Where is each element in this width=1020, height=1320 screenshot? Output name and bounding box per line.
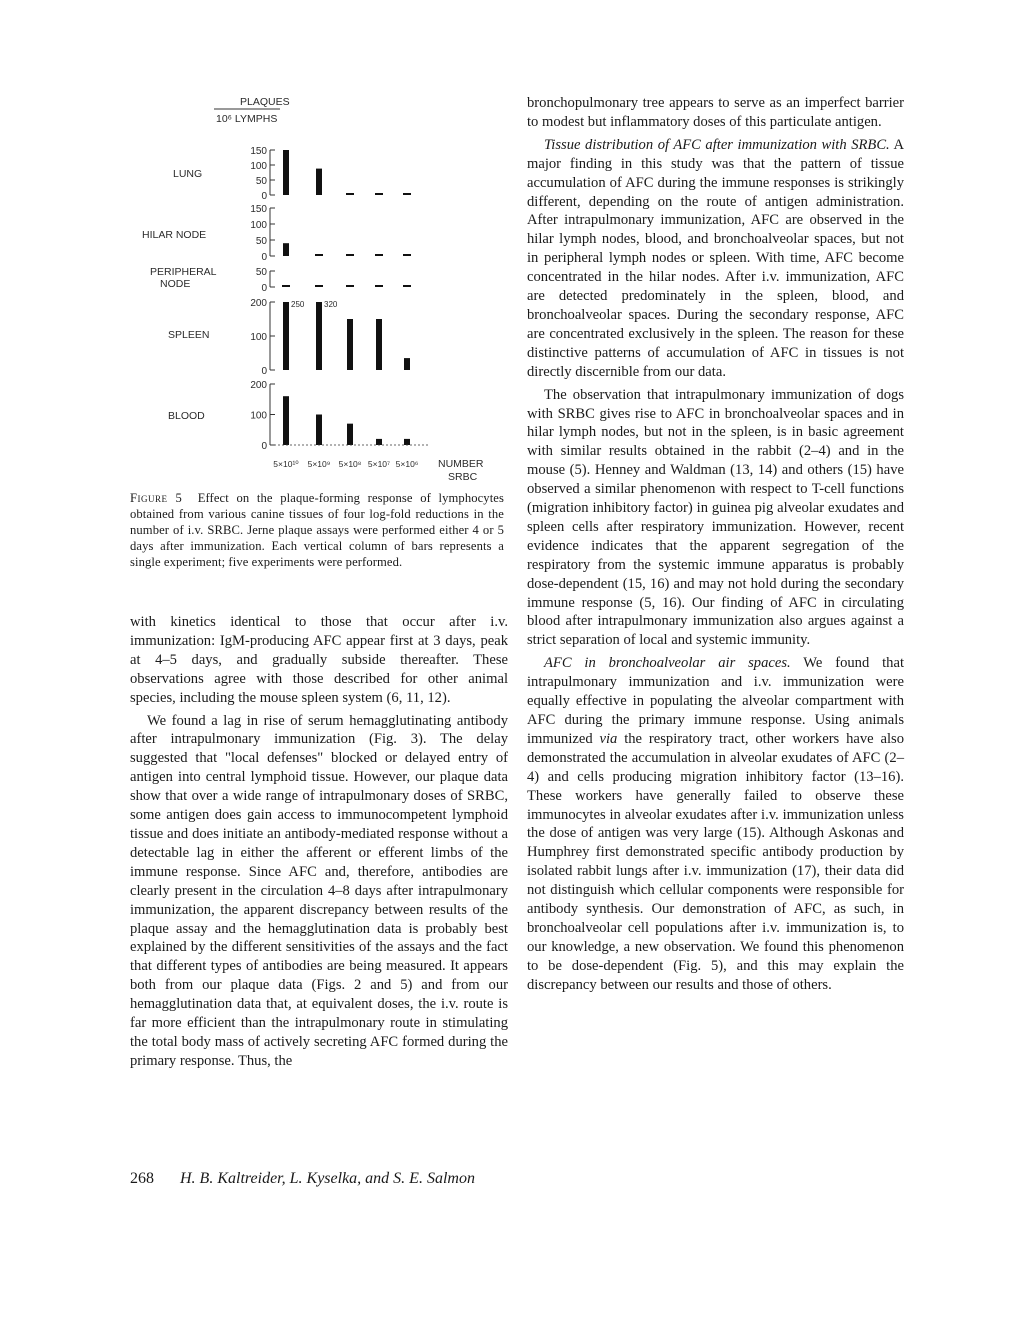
bar-blood: [376, 439, 382, 445]
bar-lung: [375, 193, 383, 195]
bar-hilar-node: [375, 254, 383, 256]
panel-label-lung: LUNG: [173, 168, 203, 180]
x-tick-label: 5×10⁸: [338, 459, 362, 469]
x-tick-labels: [273, 459, 418, 469]
bar-peripheral-node: [375, 285, 383, 287]
panel-lung: [173, 146, 411, 202]
bar-lung: [403, 193, 411, 195]
bar-hilar-node: [315, 254, 323, 256]
page-footer: [130, 1170, 475, 1188]
panel-blood: [168, 380, 410, 452]
y-tick-label-peripheral-node: 0: [261, 283, 267, 294]
bar-lung: [283, 150, 289, 195]
right-paragraph-2: [527, 136, 904, 382]
x-tick-label: 5×10⁶: [395, 459, 419, 469]
ylabel-top: PLAQUES: [240, 96, 290, 108]
panel-label-peripheral-node-2: NODE: [160, 278, 191, 290]
left-column: [130, 613, 508, 1071]
panel-hilar-node: [142, 204, 411, 263]
y-tick-label-lung: 0: [261, 191, 267, 202]
bar-lung: [316, 169, 322, 195]
bar-peripheral-node: [315, 285, 323, 287]
figure-5: [130, 88, 510, 488]
right-paragraph-2-text: A major finding in this study was that the pattern of tissue accumulation of AFC during the immune responses is strikingly different, depending on the route of antigen administration. After intrapulmonary immunization, AFC are observed in the hilar lymph nodes, blood, and bronchoalveolar spaces, but not in peripheral lymph nodes or spleen. With time, AFC become concentrated in the hilar nodes. After i.v. immunization, AFC are detected predominately in the spleen, blood, and bronchoalveolar spaces. During the secondary response, AFC are concentrated exclusively in the spleen. The reason for these distinctive patterns of accumulation of AFC in tissues is not directly discernible from our data.: [527, 136, 904, 380]
bar-blood: [404, 439, 410, 445]
panel-spleen: [168, 298, 410, 377]
bar-spleen: [376, 319, 382, 370]
xlabel-srbc: SRBC: [448, 471, 478, 483]
bar-hilar-node: [283, 243, 289, 256]
right-paragraph-1: bronchopulmonary tree appears to serve as an imperfect barrier to modest but inflammatory doses of this particulate antigen.: [527, 95, 904, 130]
bar-spleen: [404, 358, 410, 370]
right-paragraph-4-text-b: the respiratory tract, other workers have also demonstrated the accumulation in alveolar exudates of AFC (2–4) and cells producing migration inhibitory factor (13–16). These workers have generally failed to observe these immunocytes in alveolar exudates after i.v. immunization unless the dose of antigen was very large (15). Although Askonas and Humphrey first demonstrated specific antibody production by isolated rabbit lungs after i.v. immunization (17), their data did not distinguish which cellular components were responsible for antibody synthesis. Our demonstration of AFC, as such, in bronchoalveolar cell populations after i.v. immunization is, to our knowledge, a new observation. We found this phenomenon to be dose-dependent (Fig. 5), and this may explain the discrepancy between our results and those of others.: [527, 730, 904, 993]
x-tick-label: 5×10⁷: [367, 459, 391, 469]
caption-label: Figure 5: [130, 491, 183, 505]
figure-5-chart: [130, 88, 510, 488]
bar-blood: [347, 424, 353, 445]
bar-blood: [316, 415, 322, 446]
panel-label-blood: BLOOD: [168, 410, 205, 422]
italic-via: via: [599, 730, 618, 747]
bar-peripheral-node: [403, 285, 411, 287]
running-authors: H. B. Kaltreider, L. Kyselka, and S. E. Salmon: [180, 1170, 475, 1187]
right-paragraph-3: The observation that intrapulmonary immunization of dogs with SRBC gives rise to AFC in bronchoalveolar spaces and in hilar lymph nodes, but not in the spleen, is in basic agreement with similar results obtained in the rabbit (2–4) and in the mouse (5). Henney and Waldman (13, 14) and others (15) have observed a similar phenomenon with respect to T-cell functions (migration inhibitory factor) in guinea pig alveolar exudates and spleen cells after respiratory immunization. However, recent evidence indicates that the apparent segregation of the respiratory from the systemic immune apparatus is probably dose-dependent (15, 16) and may not hold during the secondary immune response (5, 16). Our finding of AFC in circulating blood after intrapulmonary immunization also argues against a strict separation of local and systemic immunity.: [527, 386, 904, 649]
right-paragraph-4: [527, 654, 904, 994]
bar-hilar-node: [346, 254, 354, 256]
y-tick-label-spleen: 100: [250, 332, 267, 343]
y-tick-label-peripheral-node: 50: [255, 267, 267, 278]
left-paragraph-1: with kinetics identical to those that occur after i.v. immunization: IgM-producing AFC appear first at 3 days, peak at 4–5 days, and gradually subside thereafter. These observations agree with those described for other animal species, including the mouse spleen system (6, 11, 12).: [130, 614, 508, 706]
left-paragraph-2: We found a lag in rise of serum hemagglutinating antibody after intrapulmonary immunization (Fig. 3). The delay suggested that "local defenses" blocked or delayed entry of antigen into central lymphoid tissue. However, our plaque data show that over a wide range of intrapulmonary doses of SRBC, some antigen does gain access to immunocompetent lymphoid tissue and does initiate an antibody-mediated response without a detectable lag in either the afferent or efferent limbs of the immune response. Since AFC and, therefore, antibodies are clearly present in the circulation 4–8 days after intrapulmonary immunization, the apparent discrepancy between results of the plaque assay and the hemagglutination data is probably best explained by the different sensitivities of the assays and the fact that different types of antibodies are being measured. It appears both from our plaque data (Figs. 2 and 5) and from our hemagglutination data that, at equivalent doses, the i.v. route is far more efficient than the intrapulmonary route in stimulating the total body mass of actively secreting AFC formed during the primary response. Thus, the: [130, 712, 508, 1069]
bar-hilar-node: [403, 254, 411, 256]
page-number: 268: [130, 1170, 154, 1187]
panel-label-spleen: SPLEEN: [168, 329, 210, 341]
y-tick-label-spleen: 200: [250, 298, 267, 309]
bar-value-label-spleen: 250: [291, 300, 305, 309]
xlabel-number: NUMBER: [438, 458, 484, 470]
y-tick-label-lung: 150: [250, 146, 267, 157]
right-paragraph-4-text-a: We found that intrapulmonary immunization and i.v. immunization were equally effective in populating the alveolar compartment with AFC during the primary immune response. Using animals immunized: [527, 655, 905, 747]
bar-peripheral-node: [282, 285, 290, 287]
bar-spleen: [347, 319, 353, 370]
y-tick-label-hilar-node: 50: [255, 236, 267, 247]
chart-panels: [142, 146, 430, 452]
y-tick-label-blood: 100: [250, 410, 267, 422]
figure-caption: [130, 490, 504, 570]
section-heading-tissue-distribution: Tissue distribution of AFC after immunization with SRBC.: [544, 136, 890, 153]
panel-peripheral-node: [150, 266, 411, 294]
y-tick-label-blood: 0: [261, 441, 267, 452]
y-tick-label-hilar-node: 0: [261, 252, 267, 263]
ylabel-bottom: 10⁶ LYMPHS: [216, 113, 278, 125]
bar-blood: [283, 396, 289, 445]
x-tick-label: 5×10¹⁰: [273, 459, 299, 469]
y-tick-label-hilar-node: 100: [250, 220, 267, 231]
caption-text: Effect on the plaque-forming response of lymphocytes obtained from various canine tissues of four log-fold reductions in the number of i.v. SRBC. Jerne plaque assays were performed either 4 or 5 days after immunization. Each vertical column of bars represents a single experiment; five experiments were performed.: [130, 491, 504, 569]
right-column: [527, 94, 904, 995]
panel-label-peripheral-node: PERIPHERAL: [150, 266, 217, 278]
section-heading-afc-air-spaces: AFC in bronchoalveolar air spaces.: [544, 655, 791, 672]
x-tick-label: 5×10⁹: [307, 459, 331, 469]
y-tick-label-lung: 100: [250, 161, 267, 172]
bar-spleen: [283, 302, 289, 370]
y-tick-label-hilar-node: 150: [250, 204, 267, 215]
bar-value-label-spleen: 320: [324, 300, 338, 309]
y-tick-label-lung: 50: [255, 176, 267, 187]
y-tick-label-blood: 200: [250, 380, 267, 391]
y-tick-label-spleen: 0: [261, 366, 267, 377]
panel-label-hilar-node: HILAR NODE: [142, 229, 207, 241]
bar-peripheral-node: [346, 285, 354, 287]
bar-spleen: [316, 302, 322, 370]
bar-lung: [346, 193, 354, 195]
